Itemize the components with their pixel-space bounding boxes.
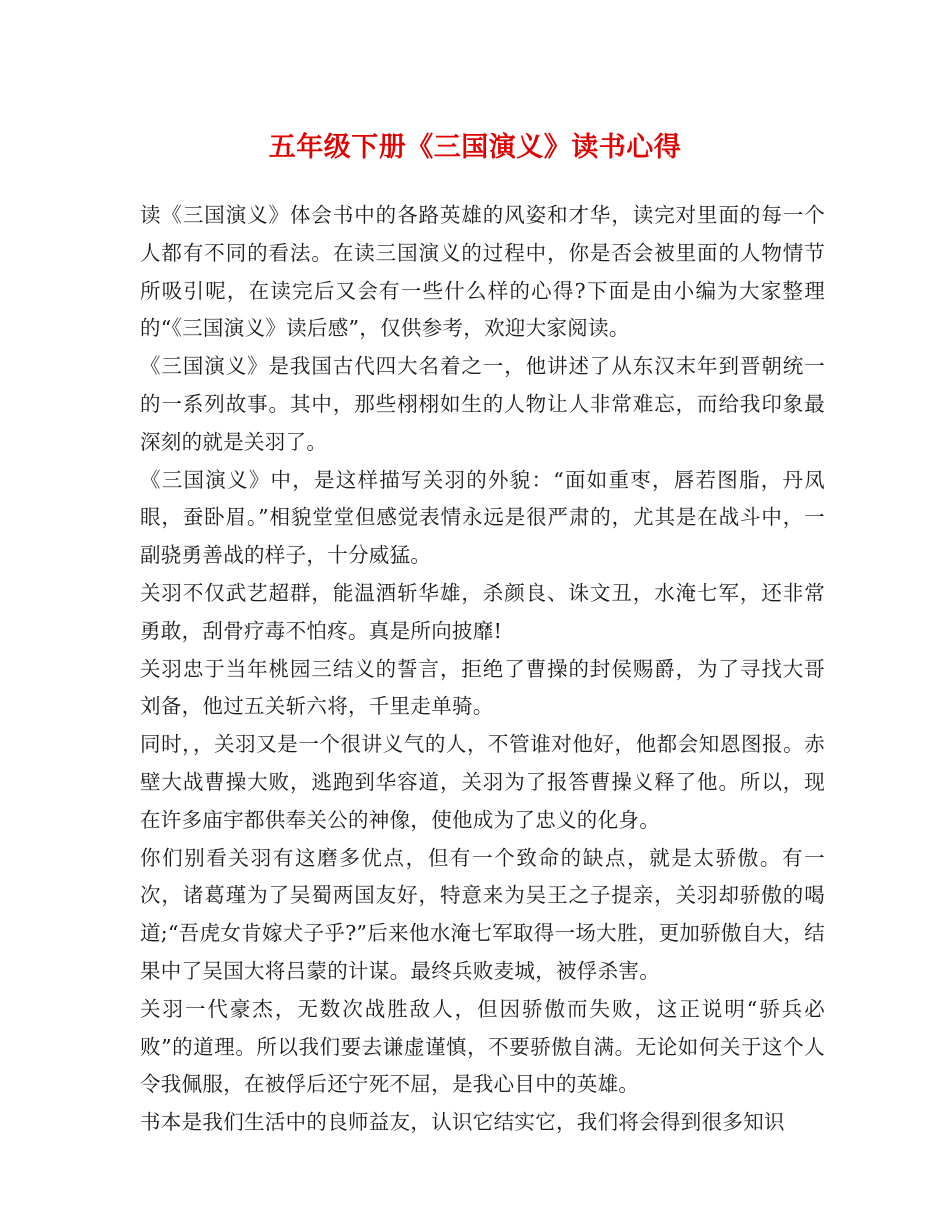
paragraph-arrogance: 你们别看关羽有这磨多优点，但有一个致命的缺点，就是太骄傲。有一次，诸葛瑾为了吴蜀两国友好，特意来为吴王之子提亲，关羽却骄傲的喝道;“吾虎女肯嫁犬子乎?”后来他水淹七军取得一场大胜，更加骄傲自大，结果中了吴国大将吕蒙的计谋。最终兵败麦城，被俘杀害。 [140,845,825,983]
paragraph-righteousness: 同时，，关羽又是一个很讲义气的人，不管谁对他好，他都会知恩图报。赤壁大战曹操大败，逃跑到华容道，关羽为了报答曹操义释了他。所以，现在许多庙宇都供奉关公的神像，使他成为了忠义的化身。 [140,732,825,832]
paragraph-background: 《三国演义》是我国古代四大名着之一，他讲述了从东汉末年到晋朝统一的一系列故事。其中，那些栩栩如生的人物让人非常难忘，而给我印象最深刻的就是关羽了。 [140,354,825,454]
paragraph-intro: 读《三国演义》体会书中的各路英雄的风姿和才华，读完对里面的每一个人都有不同的看法。在读三国演义的过程中，你是否会被里面的人物情节所吸引呢，在读完后又会有一些什么样的心得?下面是由小编为大家整理的“《三国演义》读后感”，仅供参考，欢迎大家阅读。 [140,203,825,341]
paragraph-lesson: 关羽一代豪杰，无数次战胜敌人，但因骄傲而失败，这正说明“骄兵必败”的道理。所以我们要去谦虚谨慎，不要骄傲自满。无论如何关于这个人令我佩服，在被俘后还宁死不屈，是我心目中的英雄。 [140,996,825,1097]
paragraph-appearance: 《三国演义》中，是这样描写关羽的外貌：“面如重枣，唇若图脂，丹凤眼，蚕卧眉。”相貌堂堂但感觉表情永远是很严肃的，尤其是在战斗中，一副骁勇善战的样子，十分威猛。 [140,467,825,568]
paragraph-martial-skill: 关羽不仅武艺超群，能温酒斩华雄，杀颜良、诛文丑，水淹七军，还非常勇敢，刮骨疗毒不怕疼。真是所向披靡! [140,580,825,643]
paragraph-closing: 书本是我们生活中的良师益友，认识它结实它，我们将会得到很多知识 [140,1110,785,1135]
paragraph-loyalty: 关羽忠于当年桃园三结义的誓言，拒绝了曹操的封侯赐爵，为了寻找大哥刘备，他过五关斩六将，千里走单骑。 [140,656,825,719]
document-title: 五年级下册《三国演义》读书心得 [268,132,682,163]
document-body [140,197,825,1142]
